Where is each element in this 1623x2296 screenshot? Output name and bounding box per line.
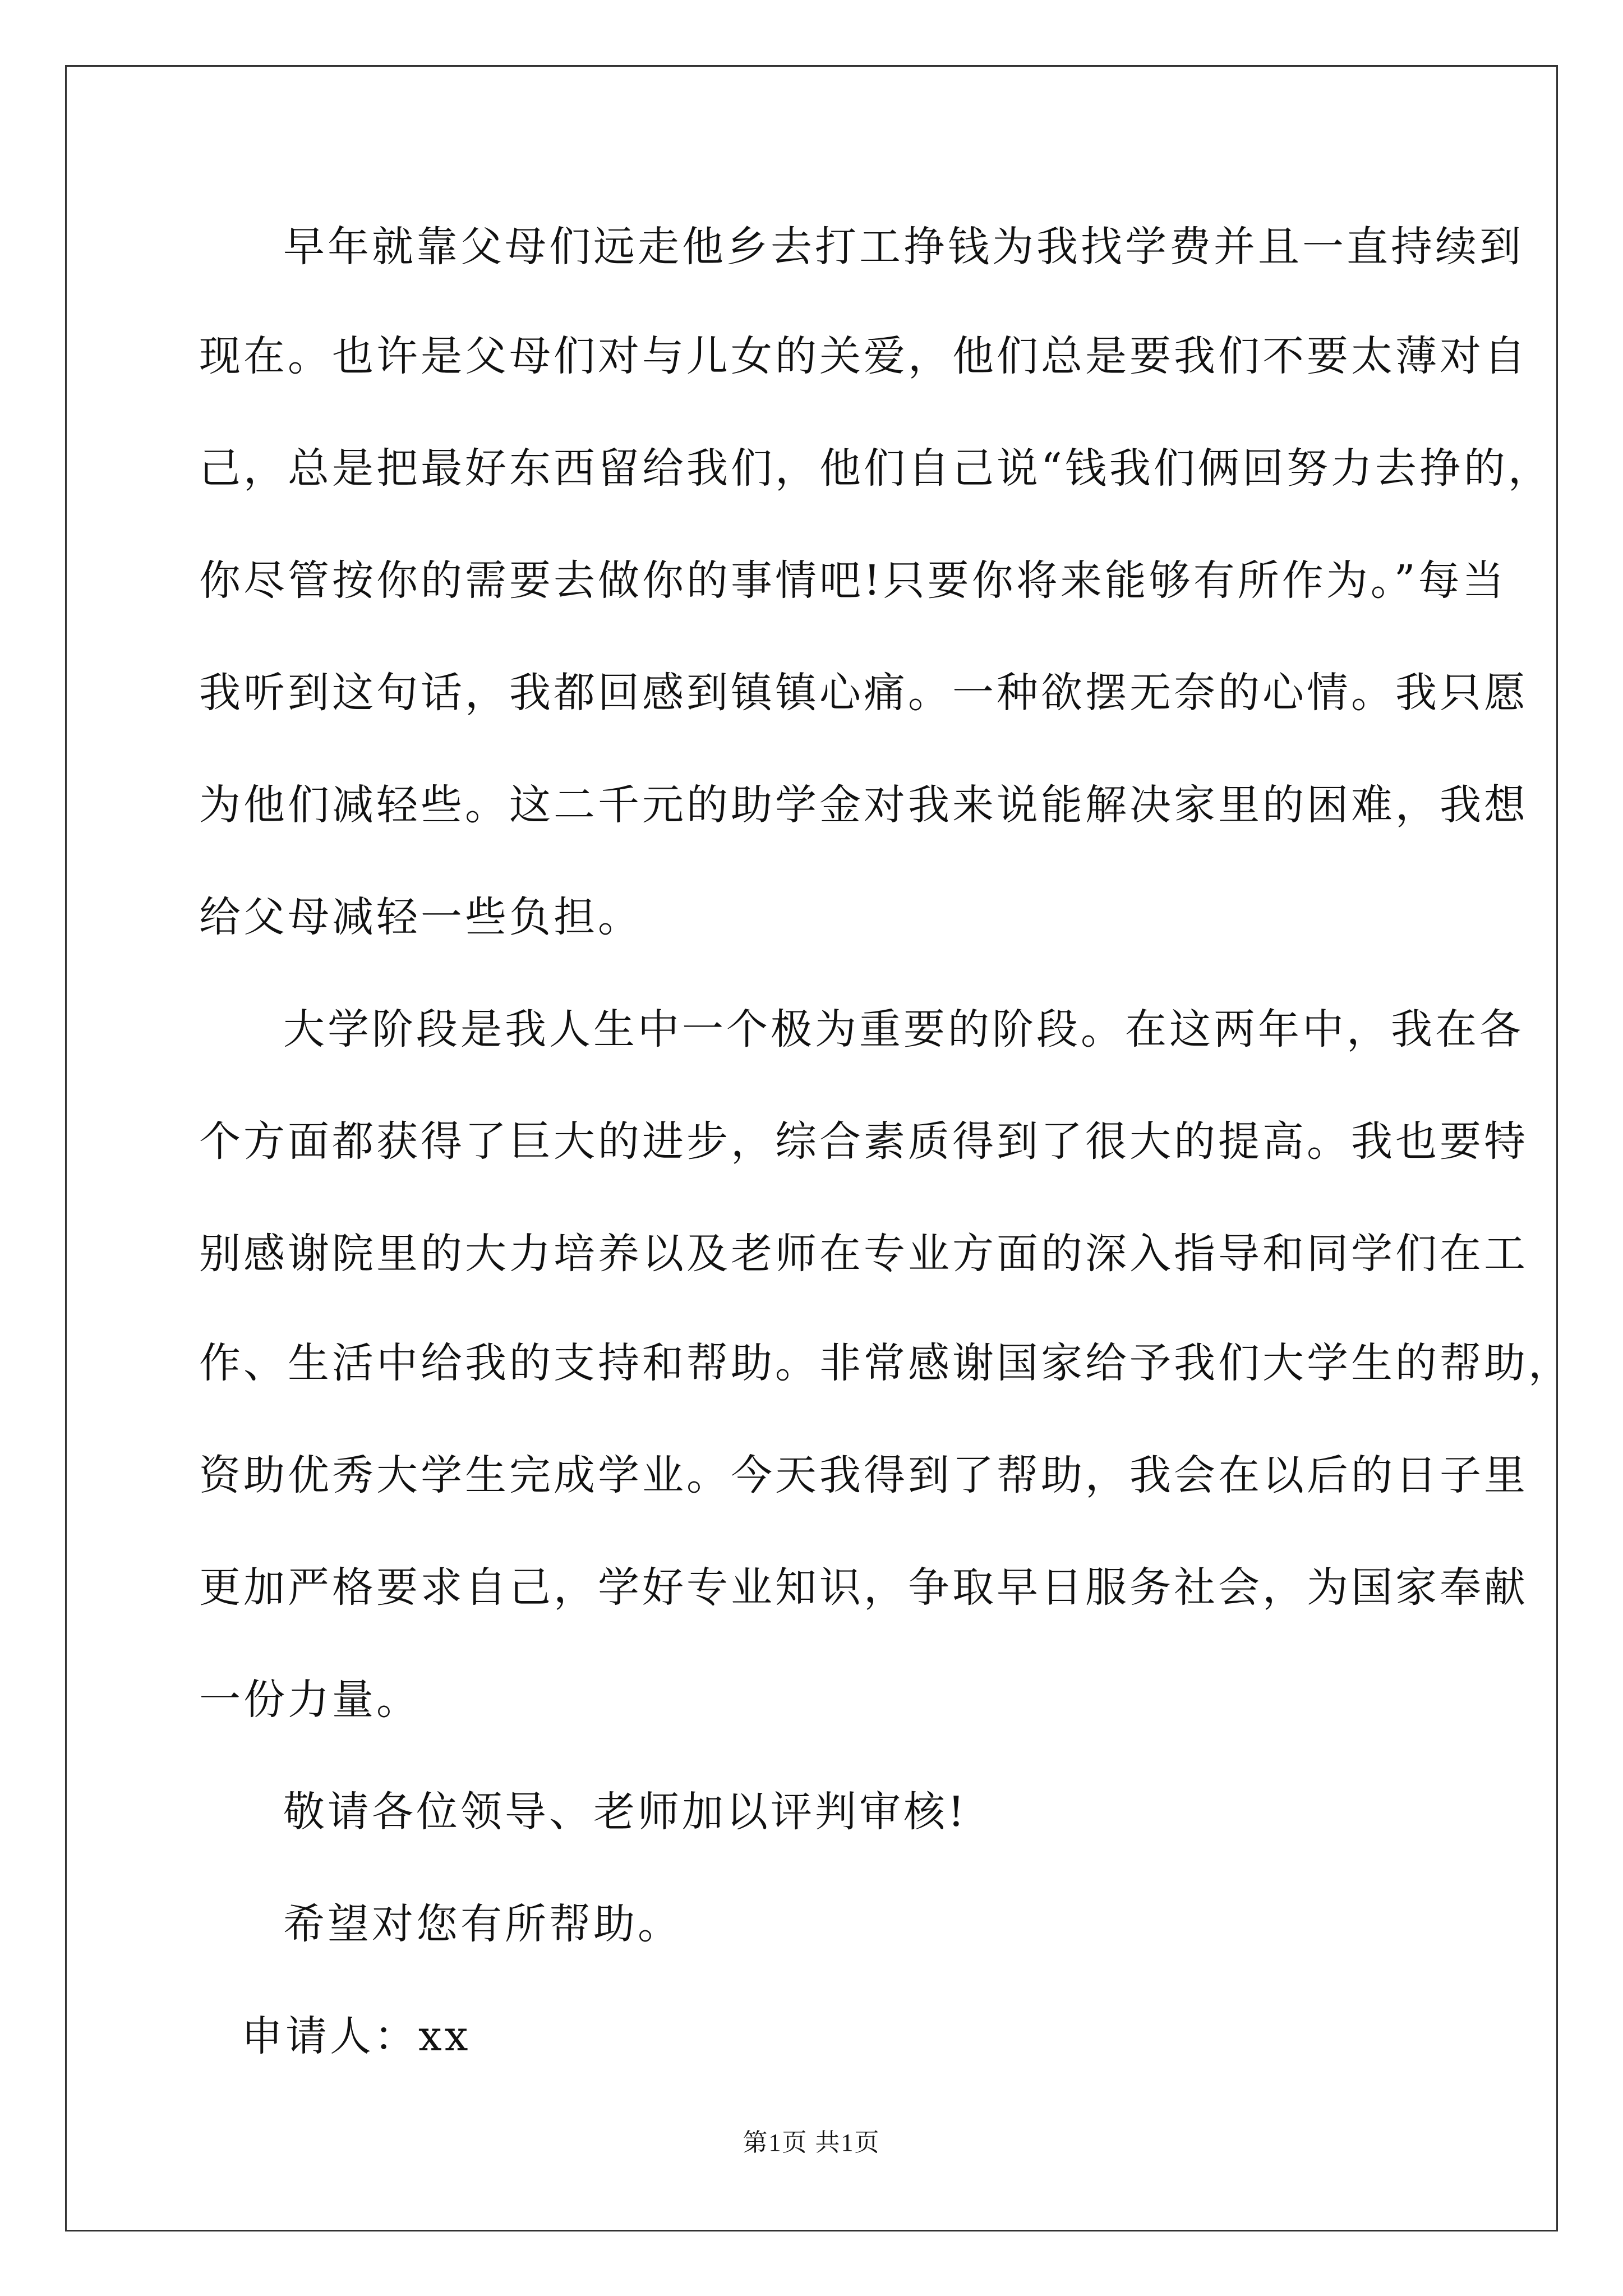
paragraph-line: 一份力量。	[199, 1676, 421, 1724]
closing-wish: 希望对您有所帮助。	[283, 1900, 682, 1948]
applicant-signature: 申请人：xx	[241, 2012, 471, 2060]
paragraph-line: 个方面都获得了巨大的进步，综合素质得到了很大的提高。我也要特	[199, 1117, 1528, 1166]
paragraph-line: 己，总是把最好东西留给我们，他们自己说“钱我们俩回努力去挣的，	[199, 444, 1552, 493]
paragraph-line: 现在。也许是父母们对与儿女的关爱，他们总是要我们不要太薄对自	[199, 332, 1528, 380]
paragraph-line: 为他们减轻些。这二千元的助学金对我来说能解决家里的困难，我想	[199, 781, 1528, 829]
paragraph-line: 我听到这句话，我都回感到镇镇心痛。一种欲摆无奈的心情。我只愿	[199, 669, 1528, 717]
paragraph-line: 资助优秀大学生完成学业。今天我得到了帮助，我会在以后的日子里	[199, 1451, 1528, 1499]
paragraph-line: 早年就靠父母们远走他乡去打工挣钱为我找学费并且一直持续到	[283, 223, 1524, 271]
paragraph-line: 更加严格要求自己，学好专业知识，争取早日服务社会，为国家奉献	[199, 1563, 1528, 1612]
closing-request: 敬请各位领导、老师加以评判审核!	[283, 1788, 967, 1836]
paragraph-line: 作、生活中给我的支持和帮助。非常感谢国家给予我们大学生的帮助，	[199, 1339, 1573, 1387]
page-number-footer: 第1页 共1页	[743, 2129, 880, 2156]
paragraph-line: 大学阶段是我人生中一个极为重要的阶段。在这两年中，我在各	[283, 1005, 1524, 1053]
paragraph-line: 别感谢院里的大力培养以及老师在专业方面的深入指导和同学们在工	[199, 1230, 1528, 1278]
paragraph-line: 给父母减轻一些负担。	[199, 893, 642, 941]
paragraph-line: 你尽管按你的需要去做你的事情吧!只要你将来能够有所作为。”每当	[199, 556, 1507, 605]
